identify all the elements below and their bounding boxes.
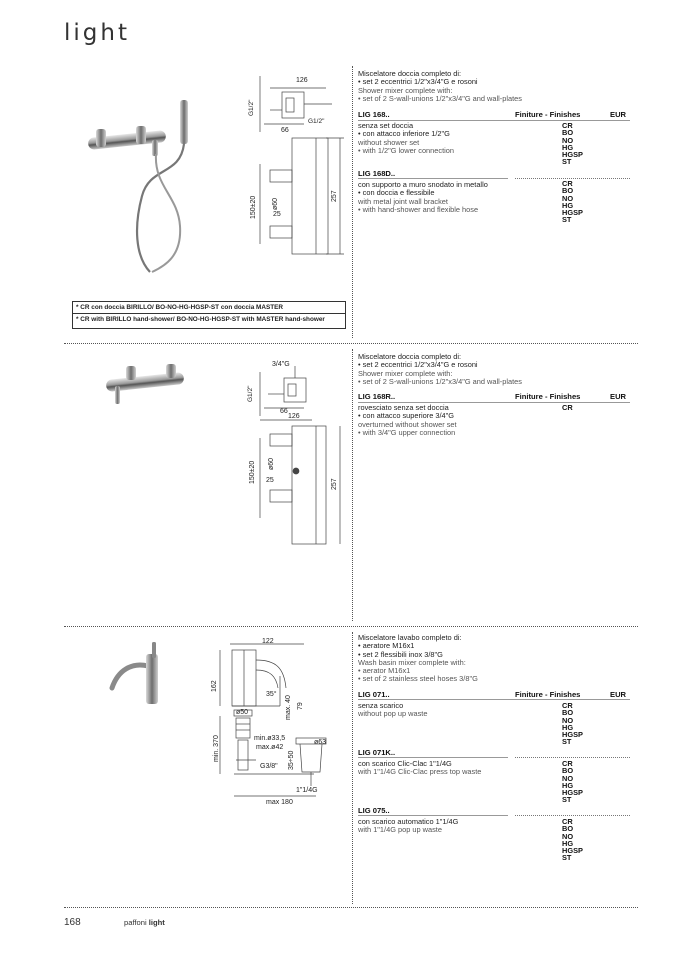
desc-line: • set 2 eccentrici 1/2"x3/4"G e rosoni — [358, 77, 478, 87]
product-code: LIG 168.. — [358, 110, 390, 119]
finish-code: NO — [562, 831, 574, 841]
desc-line: Shower mixer complete with: — [358, 85, 453, 95]
finish-code: CR — [562, 759, 573, 768]
dim-label: G3/8" — [260, 763, 278, 770]
desc-line: Miscelatore lavabo completo di: — [358, 633, 462, 642]
desc-line: Miscelatore doccia completo di: — [358, 69, 462, 78]
product-line: • with 1/2"G lower connection — [358, 145, 454, 155]
product-header-row — [358, 110, 628, 120]
overturned-shower-mixer-technical-drawing — [240, 358, 345, 558]
product-line: con supporto a muro snodato in metallo — [358, 180, 488, 189]
shower-mixer-technical-drawing — [240, 74, 345, 264]
finish-code: HGSP — [562, 150, 583, 160]
eur-header: EUR — [610, 690, 627, 699]
finish-code: HGSP — [562, 208, 583, 218]
finish-code: ST — [562, 737, 572, 747]
dim-label: min.ø33,5 — [254, 735, 286, 742]
dim-label: 3/4"G — [272, 361, 290, 368]
finish-code: HG — [562, 722, 574, 732]
product-code: LIG 168R.. — [358, 392, 396, 401]
section-description — [358, 634, 638, 684]
page-footer — [64, 917, 165, 928]
note-line: * CR con doccia BIRILLO/ BO-NO-HG-HGSP-ST con doccia MASTER — [76, 304, 283, 311]
finish-code: CR — [562, 701, 573, 710]
desc-line: Miscelatore doccia completo di: — [358, 352, 462, 361]
dim-label: min. 370 — [213, 735, 220, 762]
desc-line: • aerator M16x1 — [358, 666, 411, 676]
finish-codes — [562, 818, 583, 862]
finishes-header: Finiture - Finishes — [515, 690, 581, 699]
shower-mixer-with-handshower-photo — [80, 96, 210, 276]
product-header-row — [358, 392, 628, 402]
product-separator — [358, 815, 508, 816]
desc-line: • set 2 flessibili inox 3/8"G — [358, 649, 443, 659]
dim-label: ø60 — [272, 197, 279, 210]
dim-label: max. 40 — [285, 695, 292, 720]
product-line: without pop up waste — [358, 709, 428, 719]
product-code: LIG 071K.. — [358, 748, 396, 757]
finish-code: BO — [562, 766, 574, 776]
product-description — [358, 702, 518, 719]
finish-code: HG — [562, 838, 574, 848]
finish-code: HG — [562, 780, 574, 790]
product-description — [358, 122, 518, 155]
eur-header: EUR — [610, 392, 627, 401]
finish-codes — [562, 180, 583, 224]
finish-code: CR — [562, 179, 573, 188]
footer-brand-line: light — [148, 918, 165, 927]
dim-label: ø60 — [268, 457, 275, 470]
finish-code: BO — [562, 186, 574, 196]
product-separator — [358, 178, 508, 179]
finish-code: HGSP — [562, 788, 583, 798]
desc-line: Wash basin mixer complete with: — [358, 657, 466, 667]
finish-code: NO — [562, 135, 574, 145]
product-description — [358, 818, 518, 835]
finish-note-box — [72, 301, 346, 329]
finish-code: NO — [562, 715, 574, 725]
product-line: rovesciato senza set doccia — [358, 403, 449, 412]
dim-label: 126 — [288, 413, 300, 420]
dim-label: 257 — [331, 190, 338, 202]
finish-code: BO — [562, 128, 574, 138]
finish-code: HGSP — [562, 846, 583, 856]
product-line: con scarico Clic-Clac 1"1/4G — [358, 759, 452, 768]
desc-line: • set of 2 stainless steel hoses 3/8"G — [358, 674, 478, 684]
product-code: LIG 071.. — [358, 690, 390, 699]
dim-label: ø63 — [314, 739, 327, 746]
section-divider — [64, 626, 638, 627]
basin-mixer-technical-drawing — [210, 636, 345, 812]
product-line: senza set doccia — [358, 121, 414, 130]
note-line: * CR with BIRILLO hand-shower/ BO-NO-HG-HGSP-ST with MASTER hand-shower — [73, 313, 345, 325]
finish-code: CR — [562, 403, 573, 412]
finish-code: ST — [562, 157, 572, 167]
product-line: • con doccia e flessibile — [358, 188, 435, 198]
finish-code: HG — [562, 142, 574, 152]
section-divider — [64, 907, 638, 908]
desc-line: • set of 2 S-wall-unions 1/2"x3/4"G and wall-plates — [358, 376, 522, 386]
dim-label: 150±20 — [249, 460, 256, 484]
product-line: with 1"1/4G pop up waste — [358, 825, 442, 835]
finish-codes — [562, 404, 573, 411]
catalog-title: light — [64, 20, 130, 46]
dim-label: 35÷50 — [288, 750, 295, 770]
dim-label: 126 — [296, 77, 308, 84]
finish-codes — [562, 122, 583, 166]
dim-label: max 180 — [266, 799, 293, 806]
finish-codes — [562, 760, 583, 804]
product-line: overturned without shower set — [358, 419, 457, 429]
basin-mixer-photo — [104, 636, 184, 706]
column-divider — [352, 349, 353, 621]
finish-code: ST — [562, 853, 572, 863]
section-description — [358, 70, 638, 103]
product-separator — [358, 757, 508, 758]
finishes-header: Finiture - Finishes — [515, 110, 581, 119]
dim-label: 66 — [281, 127, 289, 134]
footer-brand — [124, 918, 165, 927]
product-description — [358, 181, 518, 214]
product-separator-dotted — [515, 815, 630, 816]
product-code: LIG 075.. — [358, 806, 390, 815]
finish-codes — [562, 702, 583, 746]
shower-mixer-photo — [100, 362, 200, 412]
product-line: • con attacco inferiore 1/2"G — [358, 129, 450, 139]
dim-label: G1/2" — [248, 99, 255, 116]
product-line: con scarico automatico 1"1/4G — [358, 817, 459, 826]
product-separator — [358, 699, 630, 700]
dim-label: 79 — [297, 702, 304, 710]
dim-label: 122 — [262, 638, 274, 645]
dim-label: G1/2" — [247, 385, 254, 402]
dim-label: 66 — [280, 408, 288, 415]
finishes-header: Finiture - Finishes — [515, 392, 581, 401]
section-divider — [64, 343, 638, 344]
dim-label: 25 — [266, 477, 274, 484]
desc-line: • set of 2 S-wall-unions 1/2"x3/4"G and wall-plates — [358, 93, 522, 103]
product-line: without shower set — [358, 137, 420, 147]
dim-label: 162 — [211, 680, 218, 692]
finish-code: NO — [562, 193, 574, 203]
product-description — [358, 404, 518, 437]
product-line: • with 3/4"G upper connection — [358, 427, 456, 437]
page-number: 168 — [64, 917, 81, 928]
dim-label: G1/2" — [308, 118, 325, 125]
finish-code: HGSP — [562, 730, 583, 740]
desc-line: • set 2 eccentrici 1/2"x3/4"G e rosoni — [358, 360, 478, 370]
finish-code: HG — [562, 200, 574, 210]
desc-line: • aeratore M16x1 — [358, 641, 415, 651]
eur-header: EUR — [610, 110, 627, 119]
column-divider — [352, 66, 353, 338]
finish-code: BO — [562, 824, 574, 834]
finish-code: ST — [562, 215, 572, 225]
product-line: senza scarico — [358, 701, 404, 710]
dim-label: 25 — [273, 211, 281, 218]
dim-label: 1"1/4G — [296, 787, 318, 794]
product-line: • con attacco superiore 3/4"G — [358, 411, 455, 421]
dim-label: ø50 — [236, 709, 249, 716]
product-code: LIG 168D.. — [358, 169, 396, 178]
product-line: • with hand-shower and flexible hose — [358, 204, 479, 214]
product-line: with metal joint wall bracket — [358, 196, 448, 206]
finish-code: ST — [562, 795, 572, 805]
dim-label: 35° — [266, 691, 277, 698]
finish-code: BO — [562, 708, 574, 718]
column-divider — [352, 632, 353, 904]
product-line: with 1"1/4G Clic-Clac press top waste — [358, 767, 482, 777]
product-separator-dotted — [515, 757, 630, 758]
desc-line: Shower mixer complete with: — [358, 368, 453, 378]
footer-brand-prefix: paffoni — [124, 918, 147, 927]
finish-code: NO — [562, 773, 574, 783]
dim-label: max.ø42 — [256, 744, 284, 751]
finish-code: CR — [562, 121, 573, 130]
section-description — [358, 353, 638, 386]
finish-code: CR — [562, 817, 573, 826]
dim-label: 150±20 — [250, 195, 257, 219]
product-description — [358, 760, 518, 777]
dim-label: 257 — [331, 478, 338, 490]
